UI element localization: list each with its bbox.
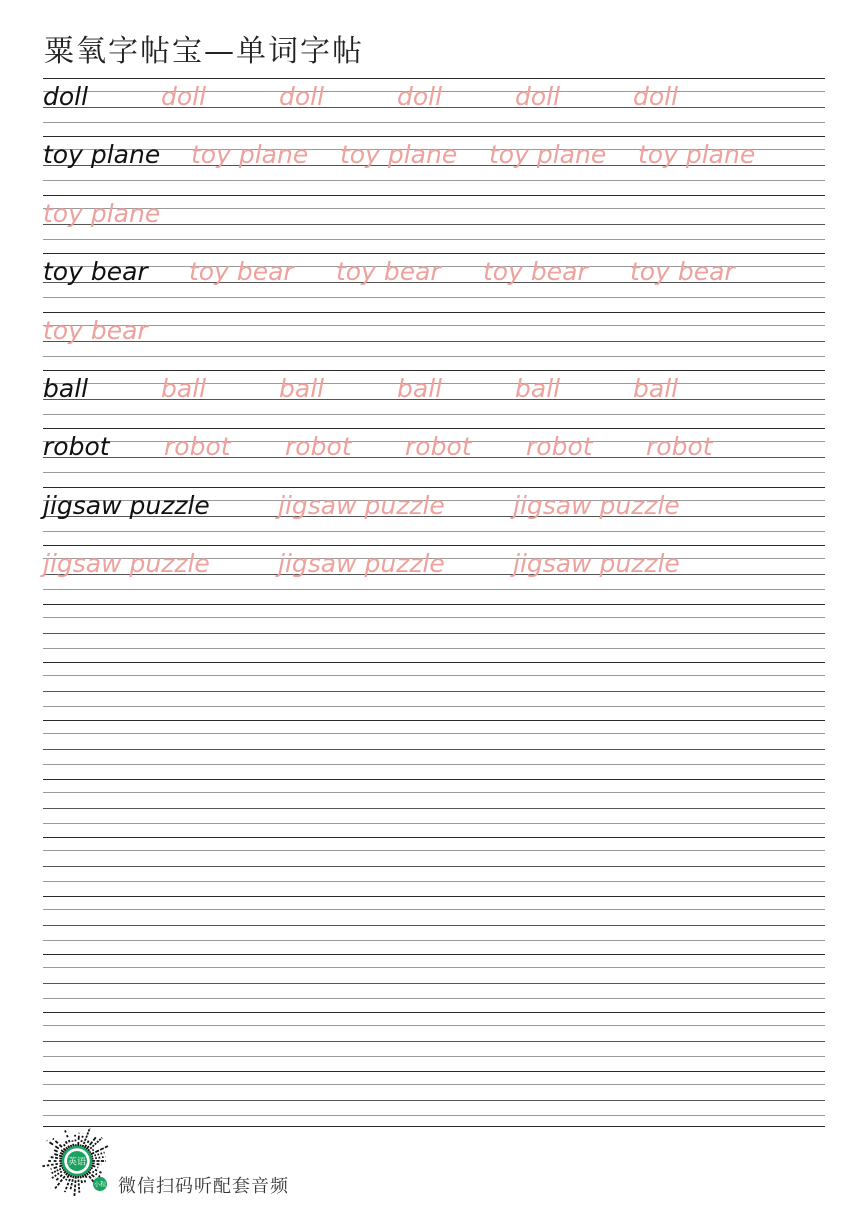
trace-word: toy bear <box>336 257 441 287</box>
ruled-line <box>43 604 825 605</box>
trace-word: robot <box>285 432 352 462</box>
ruled-line <box>43 881 825 882</box>
trace-word: toy plane <box>191 140 309 170</box>
ruled-line <box>43 325 825 326</box>
ruled-line <box>43 909 825 910</box>
ruled-line <box>43 1100 825 1101</box>
example-word: doll <box>43 82 89 111</box>
trace-word: toy plane <box>43 198 161 228</box>
trace-word: toy bear <box>483 257 588 287</box>
example-word: jigsaw puzzle <box>43 490 210 520</box>
trace-word: ball <box>161 374 207 403</box>
trace-word: doll <box>515 82 561 111</box>
trace-word: robot <box>164 432 231 462</box>
footer-text: 微信扫码听配套音频 <box>118 1176 289 1197</box>
trace-word: ball <box>279 374 325 403</box>
trace-word: ball <box>633 374 679 403</box>
ruled-line <box>43 487 825 488</box>
trace-word: jigsaw puzzle <box>513 490 680 520</box>
page-title: 粟氧字帖宝—单词字帖 <box>44 34 364 69</box>
ruled-line <box>43 531 825 532</box>
ruled-line <box>43 122 825 123</box>
ruled-line <box>43 239 825 240</box>
trace-word: robot <box>526 432 593 462</box>
trace-word: jigsaw puzzle <box>513 549 680 579</box>
ruled-line <box>43 195 825 196</box>
example-word: toy bear <box>43 257 148 287</box>
example-word: ball <box>43 374 89 403</box>
ruled-line <box>43 925 825 926</box>
ruled-line <box>43 983 825 984</box>
trace-word: toy bear <box>189 257 294 287</box>
ruled-line <box>43 136 825 137</box>
ruled-line <box>43 648 825 649</box>
ruled-line <box>43 837 825 838</box>
ruled-line <box>43 545 825 546</box>
ruled-line <box>43 733 825 734</box>
ruled-line <box>43 370 825 371</box>
ruled-line <box>43 662 825 663</box>
ruled-line <box>43 706 825 707</box>
ruled-line <box>43 749 825 750</box>
example-word: robot <box>43 432 110 462</box>
footer <box>42 1126 442 1201</box>
ruled-line <box>43 472 825 473</box>
ruled-line <box>43 1041 825 1042</box>
ruled-line <box>43 850 825 851</box>
ruled-line <box>43 224 825 225</box>
trace-word: toy bear <box>43 315 148 345</box>
ruled-line <box>43 998 825 999</box>
ruled-line <box>43 940 825 941</box>
practice-sheet <box>43 78 825 1118</box>
ruled-line <box>43 967 825 968</box>
trace-word: jigsaw puzzle <box>278 490 445 520</box>
trace-word: ball <box>515 374 561 403</box>
qr-corner-label: 小程 <box>93 1181 107 1189</box>
ruled-line <box>43 297 825 298</box>
ruled-line <box>43 253 825 254</box>
trace-word: toy plane <box>638 140 756 170</box>
ruled-line <box>43 633 825 634</box>
ruled-line <box>43 675 825 676</box>
ruled-line <box>43 356 825 357</box>
ruled-line <box>43 589 825 590</box>
ruled-line <box>43 866 825 867</box>
ruled-line <box>43 180 825 181</box>
example-word: toy plane <box>43 140 161 170</box>
ruled-line <box>43 720 825 721</box>
ruled-line <box>43 823 825 824</box>
ruled-line <box>43 78 825 79</box>
trace-word: jigsaw puzzle <box>43 549 210 579</box>
ruled-line <box>43 1025 825 1026</box>
ruled-line <box>43 312 825 313</box>
ruled-line <box>43 779 825 780</box>
trace-word: toy plane <box>340 140 458 170</box>
trace-word: robot <box>405 432 472 462</box>
qr-badge-label: 英语 <box>67 1157 87 1168</box>
ruled-line <box>43 896 825 897</box>
ruled-line <box>43 1071 825 1072</box>
ruled-line <box>43 764 825 765</box>
trace-word: robot <box>646 432 713 462</box>
ruled-line <box>43 954 825 955</box>
ruled-line <box>43 1012 825 1013</box>
trace-word: doll <box>633 82 679 111</box>
qr-code-icon[interactable] <box>42 1126 112 1196</box>
ruled-line <box>43 1115 825 1116</box>
ruled-line <box>43 341 825 342</box>
ruled-line <box>43 808 825 809</box>
ruled-line <box>43 1084 825 1085</box>
trace-word: toy bear <box>630 257 735 287</box>
trace-word: jigsaw puzzle <box>278 549 445 579</box>
trace-word: doll <box>279 82 325 111</box>
ruled-line <box>43 792 825 793</box>
ruled-line <box>43 1056 825 1057</box>
trace-word: doll <box>397 82 443 111</box>
ruled-line <box>43 208 825 209</box>
ruled-line <box>43 428 825 429</box>
ruled-line <box>43 414 825 415</box>
trace-word: ball <box>397 374 443 403</box>
ruled-line <box>43 691 825 692</box>
ruled-line <box>43 617 825 618</box>
trace-word: toy plane <box>489 140 607 170</box>
trace-word: doll <box>161 82 207 111</box>
